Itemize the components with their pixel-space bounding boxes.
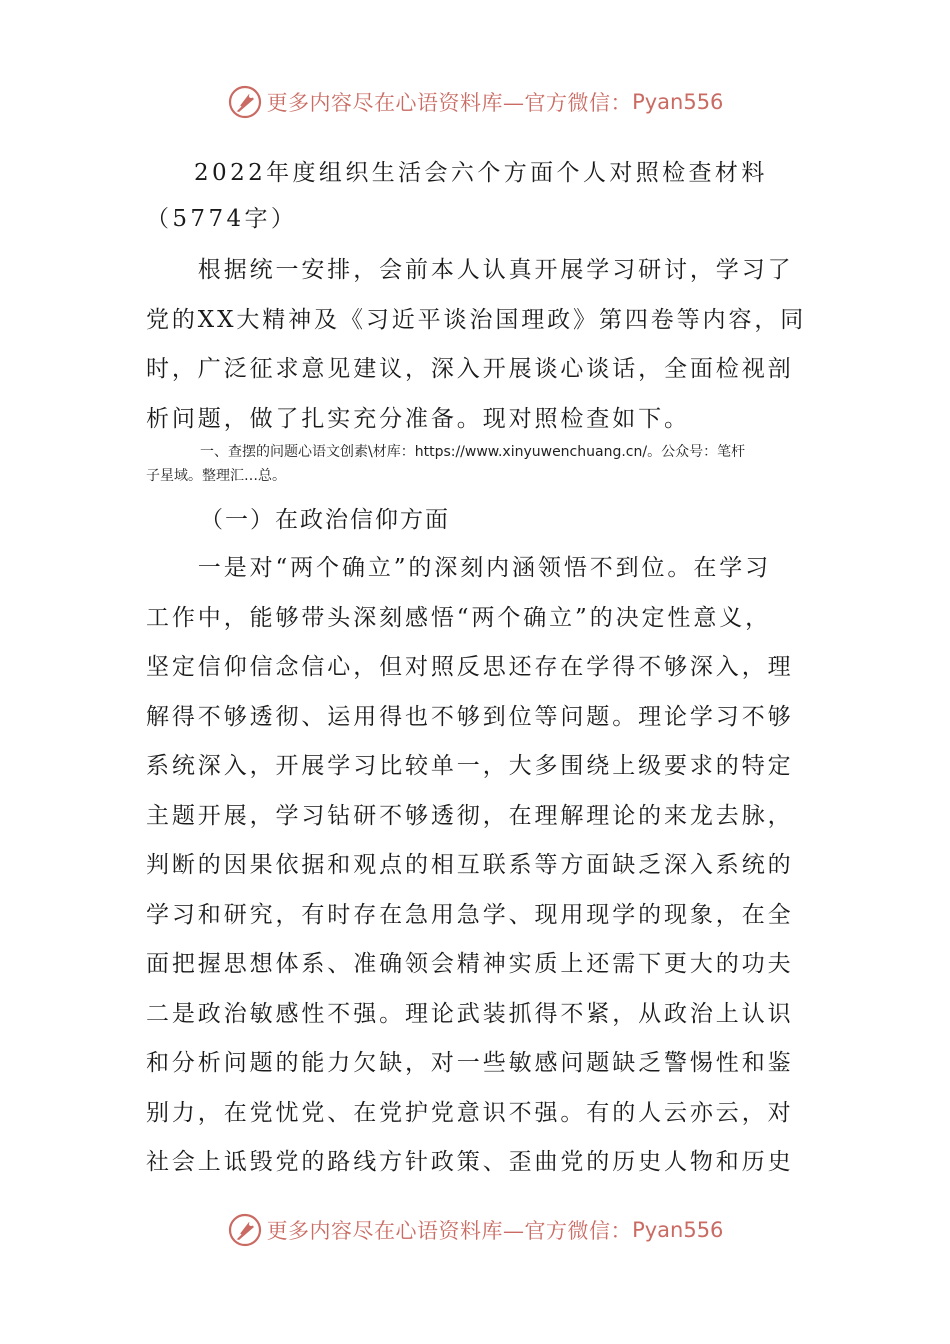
footer-watermark-banner — [0, 1208, 950, 1252]
body-line: 工作中，能够带头深刻感悟“两个确立”的决定性意义， — [146, 604, 772, 631]
title-line-2: （5774字） — [146, 206, 298, 232]
pen-nib-logo-icon — [227, 1212, 263, 1248]
banner-wechat-id: Pyan556 — [632, 90, 724, 114]
note-line-2: 子星域。整理汇…总。 — [146, 468, 286, 484]
body-line: 社会上诋毁党的路线方针政策、歪曲党的历史人物和历史 — [146, 1149, 794, 1175]
body-line: 面把握思想体系、准确领会精神实质上还需下更大的功夫 — [146, 951, 794, 977]
body-line: 坚定信仰信念信心，但对照反思还存在学得不够深入，理 — [146, 654, 794, 680]
banner-text: 更多内容尽在心语资料库—官方微信： — [266, 1219, 633, 1243]
pen-nib-logo-icon — [227, 84, 263, 120]
note-line-1: 一、查摆的问题心语文创素\材库：https://www.xinyuwenchuang.cn/。公众号：笔杆 — [200, 444, 746, 460]
body-line: 一是对“两个确立”的深刻内涵领悟不到位。在学习 — [146, 555, 772, 581]
section-heading: （一）在政治信仰方面 — [200, 507, 450, 533]
banner-wechat-id: Pyan556 — [632, 1218, 724, 1242]
body-line: 解得不够透彻、运用得也不够到位等问题。理论学习不够 — [146, 703, 794, 730]
body-line: 二是政治敏感性不强。理论武装抓得不紧，从政治上认识 — [146, 1000, 794, 1027]
body-line: 别力，在党忧党、在党护党意识不强。有的人云亦云，对 — [146, 1099, 794, 1126]
intro-paragraph — [146, 246, 808, 444]
body-line: 主题开展，学习钻研不够透彻，在理解理论的来龙去脉， — [146, 802, 794, 829]
body-line: 和分析问题的能力欠缺，对一些敏感问题缺乏警惕性和鉴 — [146, 1050, 794, 1076]
document-title — [146, 150, 808, 242]
intro-line: 根据统一安排，会前本人认真开展学习研讨，学习了 — [146, 257, 794, 283]
intro-line: 析问题，做了扎实充分准备。现对照检查如下。 — [146, 405, 690, 432]
body-paragraph — [146, 544, 808, 1188]
intro-line: 党的XX大精神及《习近平谈治国理政》第四卷等内容，同 — [146, 306, 807, 333]
source-note — [146, 440, 808, 488]
title-line-1: 2022年度组织生活会六个方面个人对照检查材料 — [194, 160, 768, 186]
body-line: 判断的因果依据和观点的相互联系等方面缺乏深入系统的 — [146, 852, 794, 878]
header-watermark-banner — [0, 80, 950, 124]
body-line: 学习和研究，有时存在急用急学、现用现学的现象，在全 — [146, 901, 794, 928]
banner-text: 更多内容尽在心语资料库—官方微信： — [266, 91, 633, 115]
intro-line: 时，广泛征求意见建议，深入开展谈心谈话，全面检视剖 — [146, 356, 794, 382]
body-line: 系统深入，开展学习比较单一，大多围绕上级要求的特定 — [146, 753, 794, 779]
